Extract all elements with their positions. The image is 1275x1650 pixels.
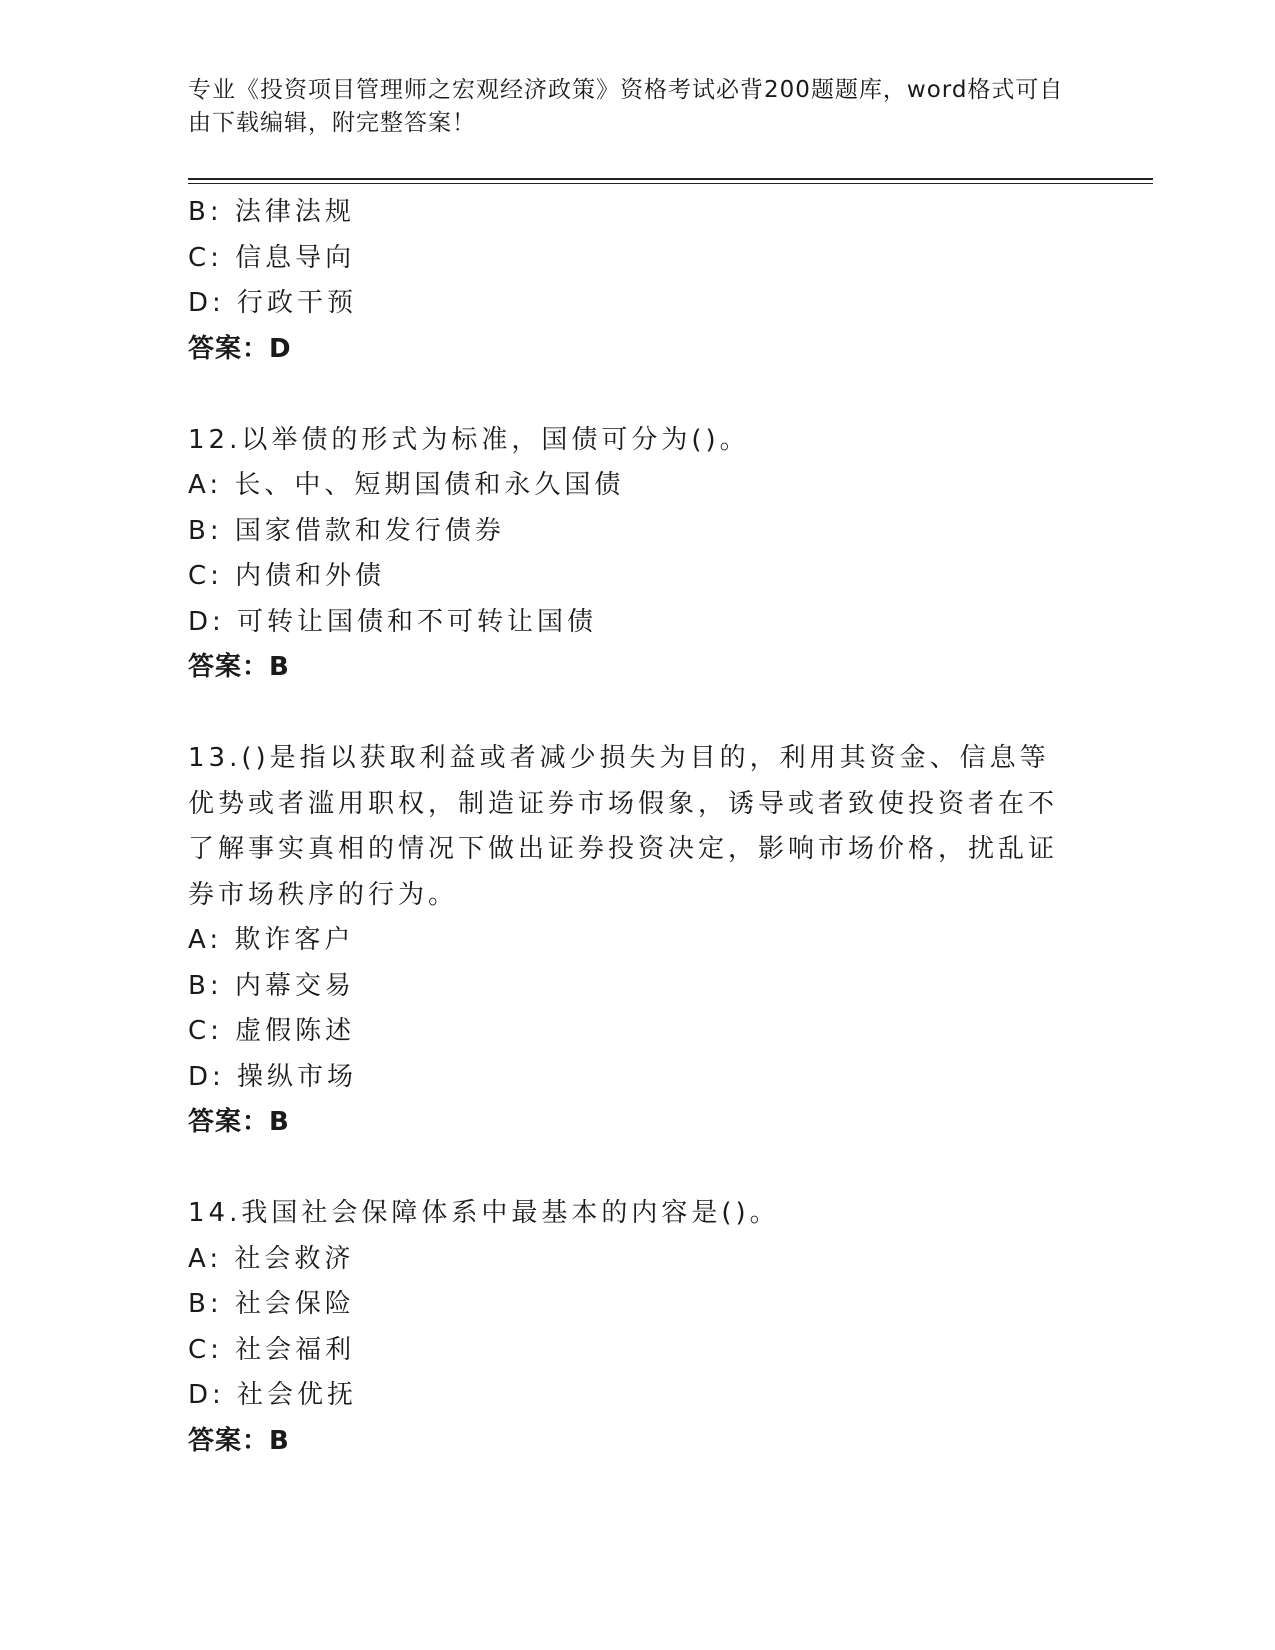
answer-line: 答案：D <box>188 333 292 364</box>
answer-line: 答案：B <box>188 1107 290 1137</box>
spacer <box>188 691 1088 737</box>
answer-line: 答案：B <box>188 652 290 682</box>
option-a: A: 长、中、短期国债和永久国债 <box>188 470 625 500</box>
question-block-11 <box>188 190 1088 372</box>
option-a: A: 欺诈客户 <box>188 925 355 955</box>
option-c: C: 信息导向 <box>188 242 356 273</box>
answer-line: 答案：B <box>188 1425 290 1456</box>
option-b: B: 内幕交易 <box>188 970 355 1001</box>
option-d: D: 操纵市场 <box>188 1061 358 1092</box>
document-body <box>188 190 1088 1464</box>
spacer <box>188 372 1088 418</box>
question-block-12 <box>188 418 1088 691</box>
spacer <box>188 1146 1088 1192</box>
option-d: D: 社会优抚 <box>188 1380 358 1410</box>
option-b: B: 国家借款和发行债券 <box>188 515 505 546</box>
question-stem: 13.()是指以获取利益或者减少损失为目的，利用其资金、信息等优势或者滥用职权，制造证券市场假象，诱导或者致使投资者在不了解事实真相的情况下做出证券投资决定，影响市场价格，扰乱证券市场秩序的行为。 <box>188 743 1059 910</box>
document-header: 专业《投资项目管理师之宏观经济政策》资格考试必背200题题库，word格式可自由下载编辑，附完整答案！ <box>188 77 1064 136</box>
question-stem: 14.我国社会保障体系中最基本的内容是()。 <box>188 1198 780 1228</box>
option-c: C: 内债和外债 <box>188 561 386 591</box>
question-stem: 12.以举债的形式为标准，国债可分为()。 <box>188 424 750 455</box>
option-c: C: 虚假陈述 <box>188 1016 356 1046</box>
option-b: B: 法律法规 <box>188 197 355 227</box>
option-b: B: 社会保险 <box>188 1289 355 1319</box>
option-d: D: 行政干预 <box>188 288 358 318</box>
header-rule-thick <box>188 178 1153 180</box>
option-a: A: 社会救济 <box>188 1243 355 1274</box>
question-block-14 <box>188 1191 1088 1464</box>
option-d: D: 可转让国债和不可转让国债 <box>188 606 598 637</box>
question-block-13 <box>188 736 1088 1146</box>
option-c: C: 社会福利 <box>188 1334 356 1365</box>
header-rule-thin <box>188 183 1153 184</box>
